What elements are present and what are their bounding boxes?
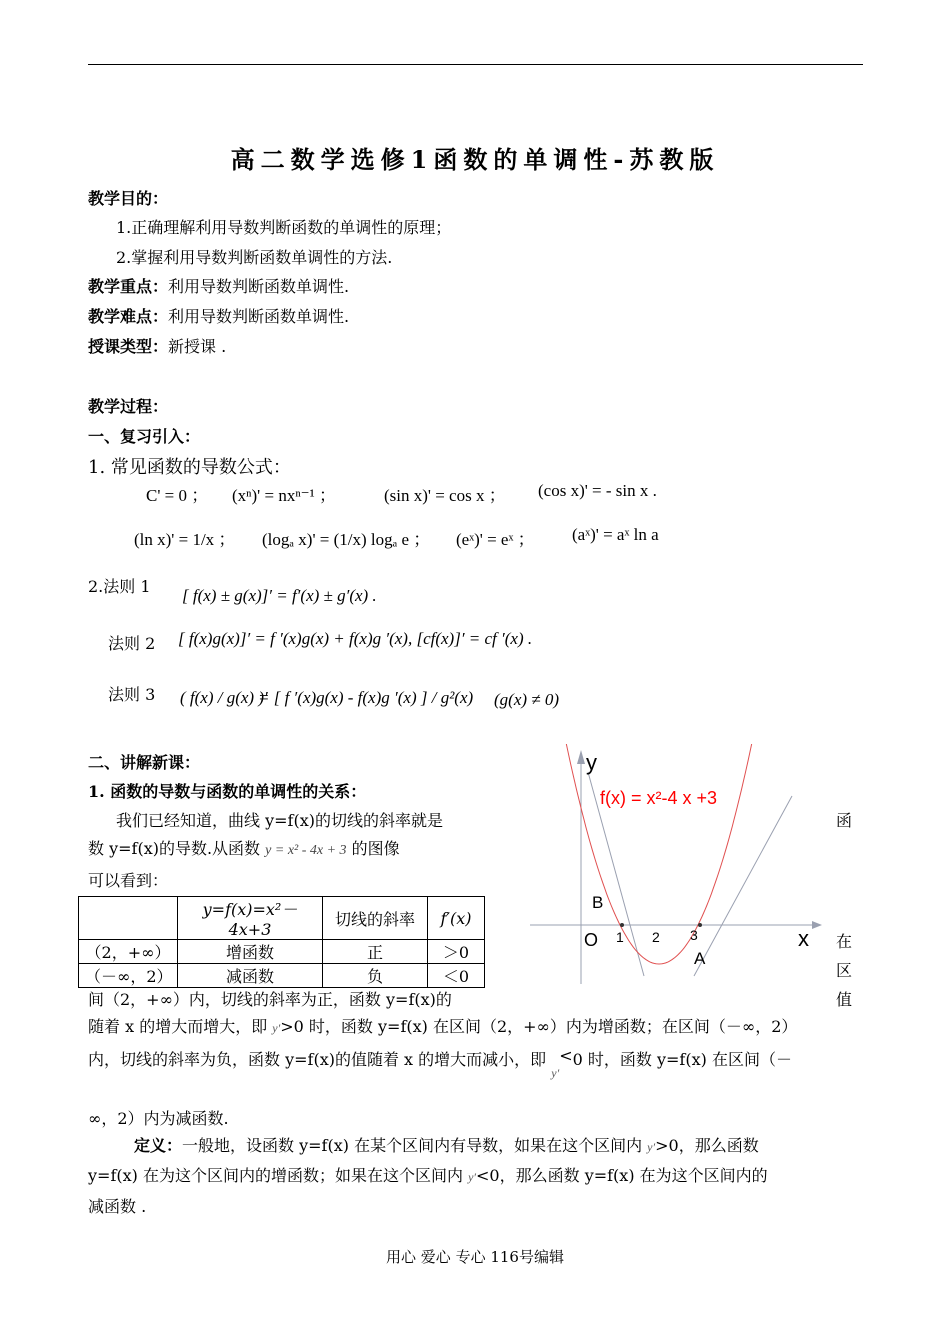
definition-text-2-end: <0，那么函数 y=f(x) 在为这个区间内的 [476,1166,768,1185]
rule3-lhs: ( f(x) / g(x) )′ [180,688,268,707]
formula-exp: (eˣ)' = eˣ ； [456,530,535,549]
x-axis-label: x [798,926,809,951]
definition-label: 定义： [134,1136,183,1155]
parabola-graph [526,744,822,990]
para2-line3-text: 内，切线的斜率为负，函数 y=f(x)的值随着 x 的增大而减小，即 [88,1050,547,1069]
y-prime-symbol: y′ [468,1170,477,1184]
formula-sin: (sin x)' = cos x ； [384,486,506,505]
tangent-line-a [694,796,792,976]
section1-item-1: 1. 常见函数的导数公式： [88,457,291,478]
point-b-label: B [592,893,604,912]
rule3-condition: (g(x) ≠ 0) [494,690,560,709]
table-header-cell: y=f(x)=x²－4x+3 [178,897,323,940]
key-point-text: 利用导数判断函数单调性. [168,277,350,296]
root-point-1 [620,923,624,927]
section2-sub1: 1. 函数的导数与函数的单调性的关系： [88,782,367,801]
key-point-label: 教学重点： [88,277,169,296]
page-title: 高二数学选修1函数的单调性-苏教版 [230,145,720,174]
rule2-label: 法则 2 [108,634,156,653]
tick-label-2: 2 [652,929,660,945]
tick-label-1: 1 [616,929,624,945]
definition-text-2: y=f(x) 在为这个区间内的增函数；如果在这个区间内 [88,1166,463,1185]
table-cell: 减函数 [178,964,323,988]
table-cell: ＜0 [428,964,485,988]
table-header-cell: f′(x) [428,897,485,940]
formula-power: (xⁿ)' = nxⁿ⁻¹ ； [232,486,337,505]
root-point-3 [698,923,702,927]
lesson-type-label: 授课类型： [88,337,169,356]
para-right-4: 值 [836,990,853,1009]
table-header-cell [79,897,178,940]
y-axis-label: y [586,750,597,775]
monotonicity-table [78,896,485,988]
definition-line3: 减函数 . [88,1197,147,1216]
function-label: f(x) = x²-4 x +3 [600,788,718,808]
table-cell: （－∞，2） [79,964,178,988]
rule3-rhs: = [ f ′(x)g(x) - f(x)g ′(x) ] / g²(x) [258,688,474,707]
para1-line2 [88,836,400,859]
y-axis-arrow-icon [577,750,585,764]
para1-right-1: 函 [836,811,853,830]
rule1-formula: [ f(x) ± g(x)]′ = f′(x) ± g′(x) . [182,586,377,605]
table-row [79,940,485,964]
header-rule [88,64,863,65]
table-row [79,964,485,988]
table-cell: ＞0 [428,940,485,964]
rule2-formula: [ f(x)g(x)]′ = f ′(x)g(x) + f(x)g ′(x), [cf(x)]′ = cf ′(x) . [178,629,533,648]
page-footer: 用心 爱心 专心 116号编辑 [386,1248,564,1266]
rule1-label: 2.法则 1 [88,577,151,596]
table-header-row [79,897,485,940]
x-axis-arrow-icon [812,921,822,929]
rule3-label: 法则 3 [108,685,156,704]
table-cell: 增函数 [178,940,323,964]
para1-formula: y = x² - 4x + 3 [265,843,347,858]
para1-line2-end: 的图像 [351,839,400,858]
para-right-3: 区 [836,961,853,980]
difficulty [88,304,349,327]
y-prime-symbol: y′ [551,1066,560,1080]
objective-item-2: 2.掌握利用导数判断函数单调性的方法. [116,248,393,267]
para1-line2-text: 数 y=f(x)的导数.从函数 [88,839,261,858]
formula-cos: (cos x)' = - sin x . [538,481,657,500]
table-header-cell: 切线的斜率 [323,897,428,940]
table-cell: 正 [323,940,428,964]
para2-line3 [88,1046,792,1080]
formula-log: (logₐ x)' = (1/x) logₐ e ； [262,530,431,549]
key-point [88,274,349,297]
objective-item-1: 1.正确理解利用导数判断函数的单调性的原理； [116,218,452,237]
point-a-label: A [694,949,706,968]
para2-line1: 间（2，+∞）内，切线的斜率为正，函数 y=f(x)的 [88,990,452,1009]
table-cell: 负 [323,964,428,988]
para1-line3: 可以看到： [88,871,169,890]
lesson-type [88,334,226,357]
origin-label: O [584,930,599,950]
para2-line3-end: 0 时，函数 y=f(x) 在区间（－ [572,1050,792,1069]
objectives-heading: 教学目的： [88,189,169,208]
lesson-type-text: 新授课 . [168,337,227,356]
para-right-2: 在 [836,932,853,951]
tick-label-3: 3 [690,927,698,943]
definition-line2 [88,1163,768,1186]
section1-heading: 一、复习引入： [88,427,201,446]
para2-line2-end: >0 时，函数 y=f(x) 在区间（2，+∞）内为增函数；在区间（－∞，2） [280,1017,798,1036]
definition-text-1: 一般地，设函数 y=f(x) 在某个区间内有导数，如果在这个区间内 [182,1136,643,1155]
para2-line2-text: 随着 x 的增大而增大，即 [88,1017,268,1036]
para2-line4: ∞，2）内为减函数. [88,1109,229,1128]
formula-ln: (ln x)' = 1/x ； [134,530,236,549]
difficulty-text: 利用导数判断函数单调性. [168,307,350,326]
formula-constant: C' = 0 ； [146,486,209,505]
formula-ax: (aˣ)' = aˣ ln a [572,525,659,544]
y-prime-symbol: y′ [272,1021,281,1035]
section2-heading: 二、讲解新课： [88,753,201,772]
less-than-symbol: < [559,1046,573,1065]
table-cell: （2，+∞） [79,940,178,964]
definition-line1 [134,1133,759,1156]
y-prime-symbol: y′ [647,1140,656,1154]
para2-line2 [88,1014,797,1037]
para1-line1: 我们已经知道，曲线 y=f(x)的切线的斜率就是 [116,811,443,830]
process-heading: 教学过程： [88,397,169,416]
definition-text-1-end: >0，那么函数 [655,1136,759,1155]
difficulty-label: 教学难点： [88,307,169,326]
